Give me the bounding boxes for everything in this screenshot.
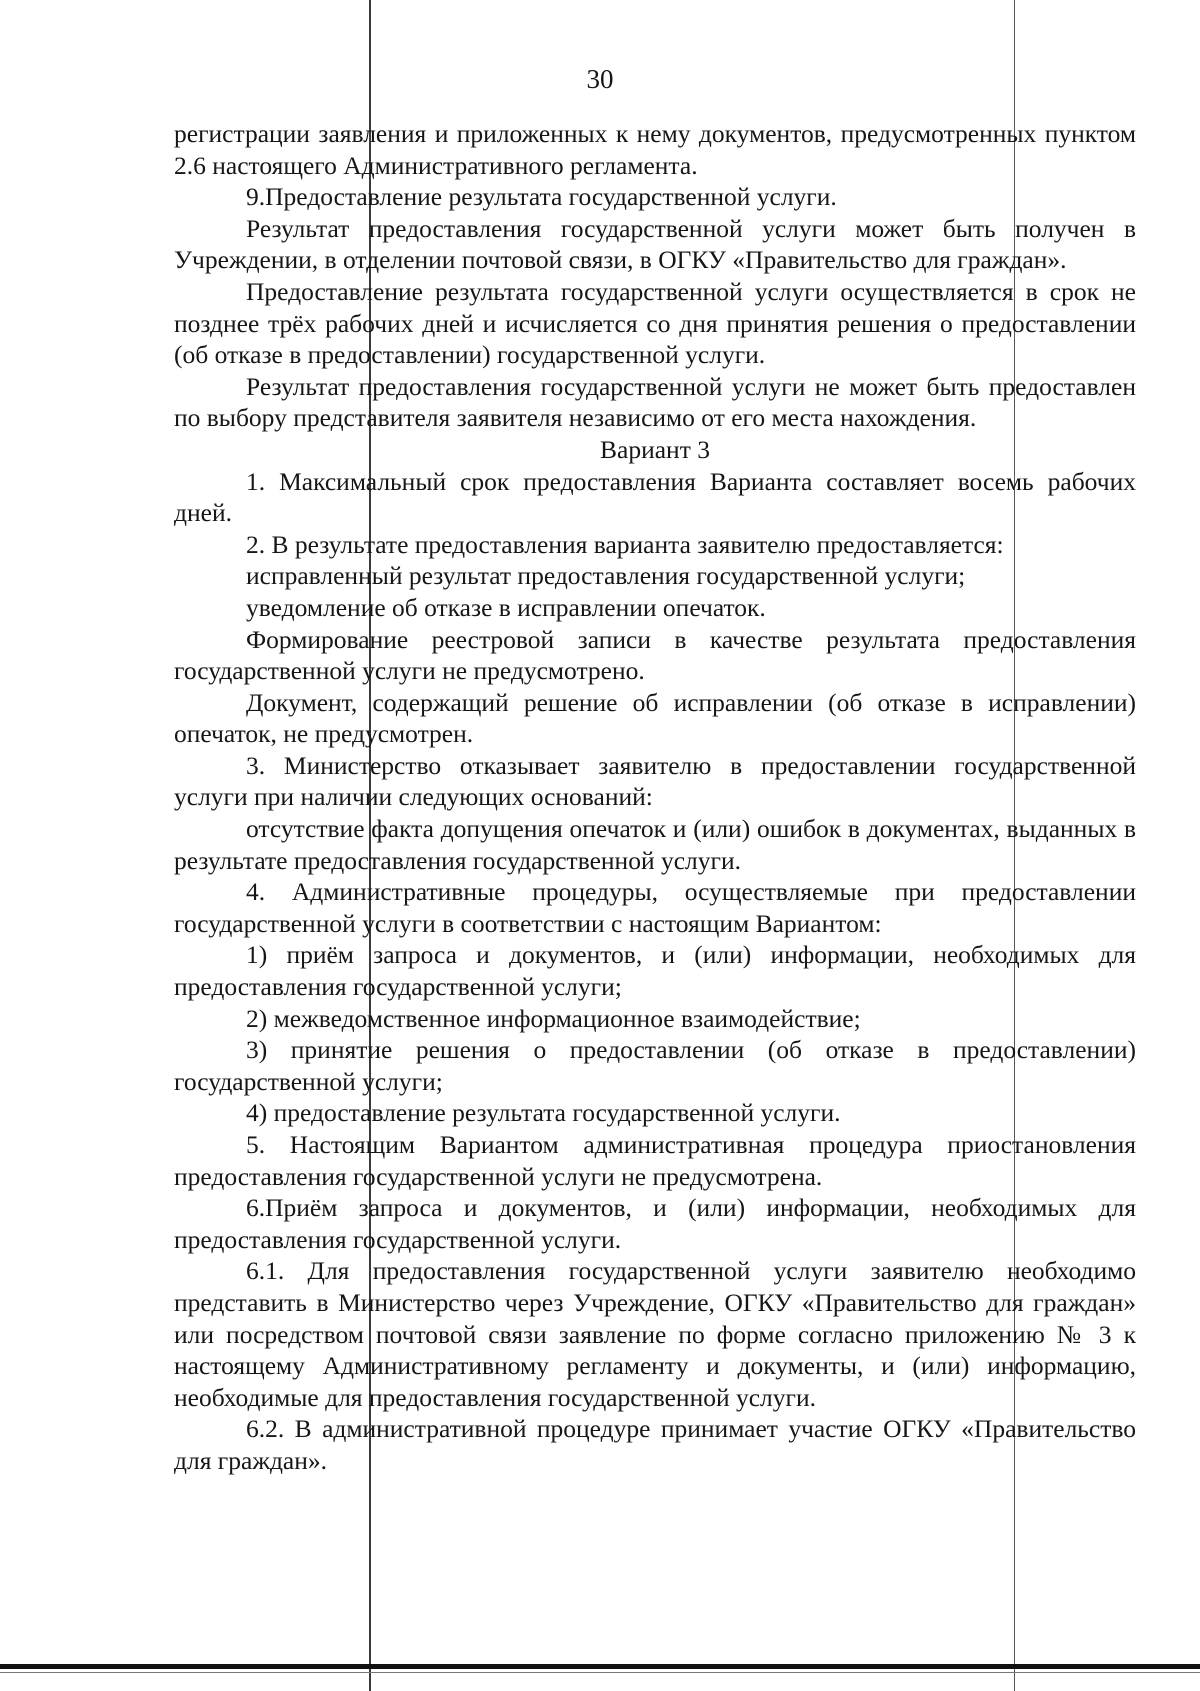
paragraph: 4) предоставление результата государственной услуги. bbox=[246, 1098, 841, 1128]
section-heading: Вариант 3 bbox=[600, 434, 710, 464]
paragraph: 2. В результате предоставления варианта заявителю предоставляется: bbox=[246, 529, 1004, 559]
paragraph: Предоставление результата государственной услуги осуществляется в срок не позднее трёх рабочих дней и исчисляется со дня принятия решения о предоставлении (об отказе в предоставлении) государственной услуги. bbox=[174, 276, 1136, 370]
page-number: 30 bbox=[586, 64, 614, 94]
paragraph: 5. Настоящим Вариантом административная процедура приостановления предоставления государственной услуги не предусмотрена. bbox=[174, 1130, 1136, 1191]
scan-bottom-edge bbox=[0, 1664, 1200, 1669]
document-body bbox=[174, 118, 1136, 1477]
paragraph: регистрации заявления и приложенных к нему документов, предусмотренных пунктом 2.6 настоящего Административного регламента. bbox=[174, 119, 1136, 180]
paragraph: Документ, содержащий решение об исправлении (об отказе в исправлении) опечаток, не предусмотрен. bbox=[174, 687, 1136, 749]
paragraph: Формирование реестровой записи в качестве результата предоставления государственной услуги не предусмотрено. bbox=[174, 624, 1136, 686]
paragraph: 1) приём запроса и документов, и (или) информации, необходимых для предоставления государственной услуги; bbox=[174, 940, 1136, 1002]
paragraph: уведомление об отказе в исправлении опечаток. bbox=[246, 592, 766, 622]
paragraph: 2) межведомственное информационное взаимодействие; bbox=[246, 1003, 861, 1033]
scan-bottom-edge-thin bbox=[0, 1672, 1200, 1673]
paragraph: 3. Министерство отказывает заявителю в предоставлении государственной услуги при наличии следующих оснований: bbox=[174, 750, 1136, 812]
paragraph: 1. Максимальный срок предоставления Варианта составляет восемь рабочих дней. bbox=[174, 466, 1136, 528]
paragraph: 6.1. Для предоставления государственной услуги заявителю необходимо представить в Министерство через Учреждение, ОГКУ «Правительство для граждан» или посредством почтовой связи заявление по форме согласно приложению № 3 к настоящему Административному регламенту и документы, и (или) информацию, необходимые для предоставления государственной услуги. bbox=[174, 1256, 1136, 1412]
paragraph: Результат предоставления государственной услуги может быть получен в Учреждении, в отделении почтовой связи, в ОГКУ «Правительство для граждан». bbox=[174, 213, 1136, 275]
paragraph: исправленный результат предоставления государственной услуги; bbox=[246, 561, 966, 591]
paragraph: 6.2. В административной процедуре принимает участие ОГКУ «Правительство для граждан». bbox=[174, 1414, 1136, 1475]
paragraph: отсутствие факта допущения опечаток и (или) ошибок в документах, выданных в результате предоставления государственной услуги. bbox=[174, 814, 1136, 875]
paragraph: 3) принятие решения о предоставлении (об отказе в предоставлении) государственной услуги; bbox=[174, 1035, 1136, 1096]
paragraph: 6.Приём запроса и документов, и (или) информации, необходимых для предоставления государственной услуги. bbox=[174, 1193, 1136, 1254]
paragraph: Результат предоставления государственной услуги не может быть предоставлен по выбору представителя заявителя независимо от его места нахождения. bbox=[174, 371, 1136, 433]
paragraph: 9.Предоставление результата государственной услуги. bbox=[246, 182, 837, 212]
paragraph: 4. Административные процедуры, осуществляемые при предоставлении государственной услуги в соответствии с настоящим Вариантом: bbox=[174, 877, 1136, 938]
